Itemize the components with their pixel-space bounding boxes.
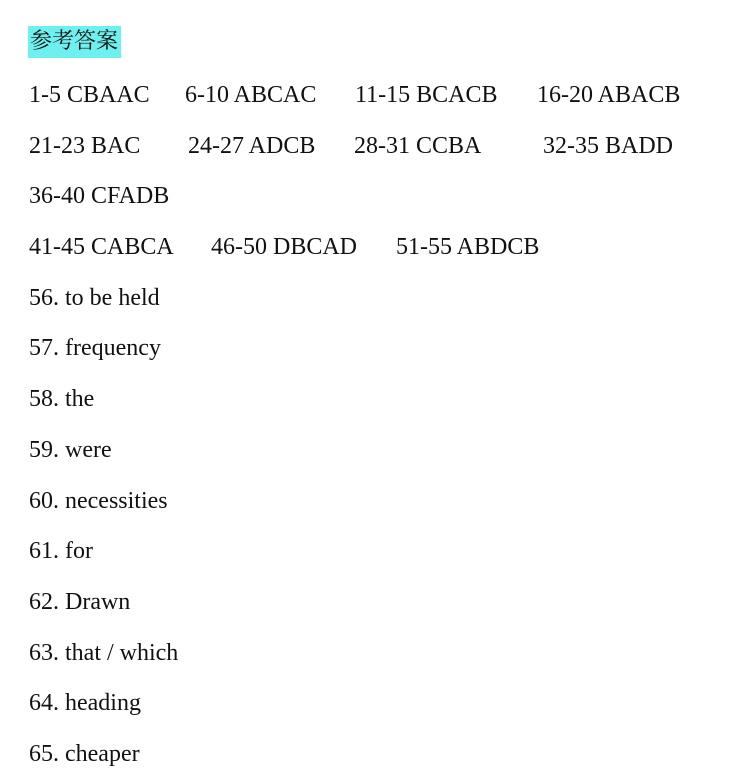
answer-key-title: 参考答案 (28, 26, 121, 58)
choice-answer-group: 21-23 BAC (29, 133, 141, 159)
choice-answer-group: 16-20 ABACB (537, 82, 681, 108)
fill-answer-line: 60. necessities (29, 488, 168, 514)
choice-answer-group: 46-50 DBCAD (211, 234, 358, 260)
choice-answer-group: 51-55 ABDCB (396, 234, 540, 260)
choice-answer-group: 28-31 CCBA (354, 133, 482, 159)
fill-answer-line: 59. were (29, 437, 112, 463)
choice-answer-group: 32-35 BADD (543, 133, 673, 159)
fill-answer-line: 62. Drawn (29, 589, 131, 615)
choice-answer-group: 11-15 BCACB (355, 82, 498, 108)
fill-answer-line: 61. for (29, 538, 93, 564)
choice-answer-group: 41-45 CABCA (29, 234, 174, 260)
fill-answer-line: 64. heading (29, 690, 141, 716)
fill-answer-line: 58. the (29, 386, 95, 412)
fill-answer-line: 57. frequency (29, 335, 161, 361)
fill-answer-line: 56. to be held (29, 285, 160, 311)
choice-answer-group: 36-40 CFADB (29, 183, 170, 209)
choice-answer-group: 24-27 ADCB (188, 133, 316, 159)
fill-answer-line: 65. cheaper (29, 741, 140, 767)
choice-answer-group: 1-5 CBAAC (29, 82, 150, 108)
choice-answer-group: 6-10 ABCAC (185, 82, 317, 108)
fill-answer-line: 63. that / which (29, 640, 179, 666)
